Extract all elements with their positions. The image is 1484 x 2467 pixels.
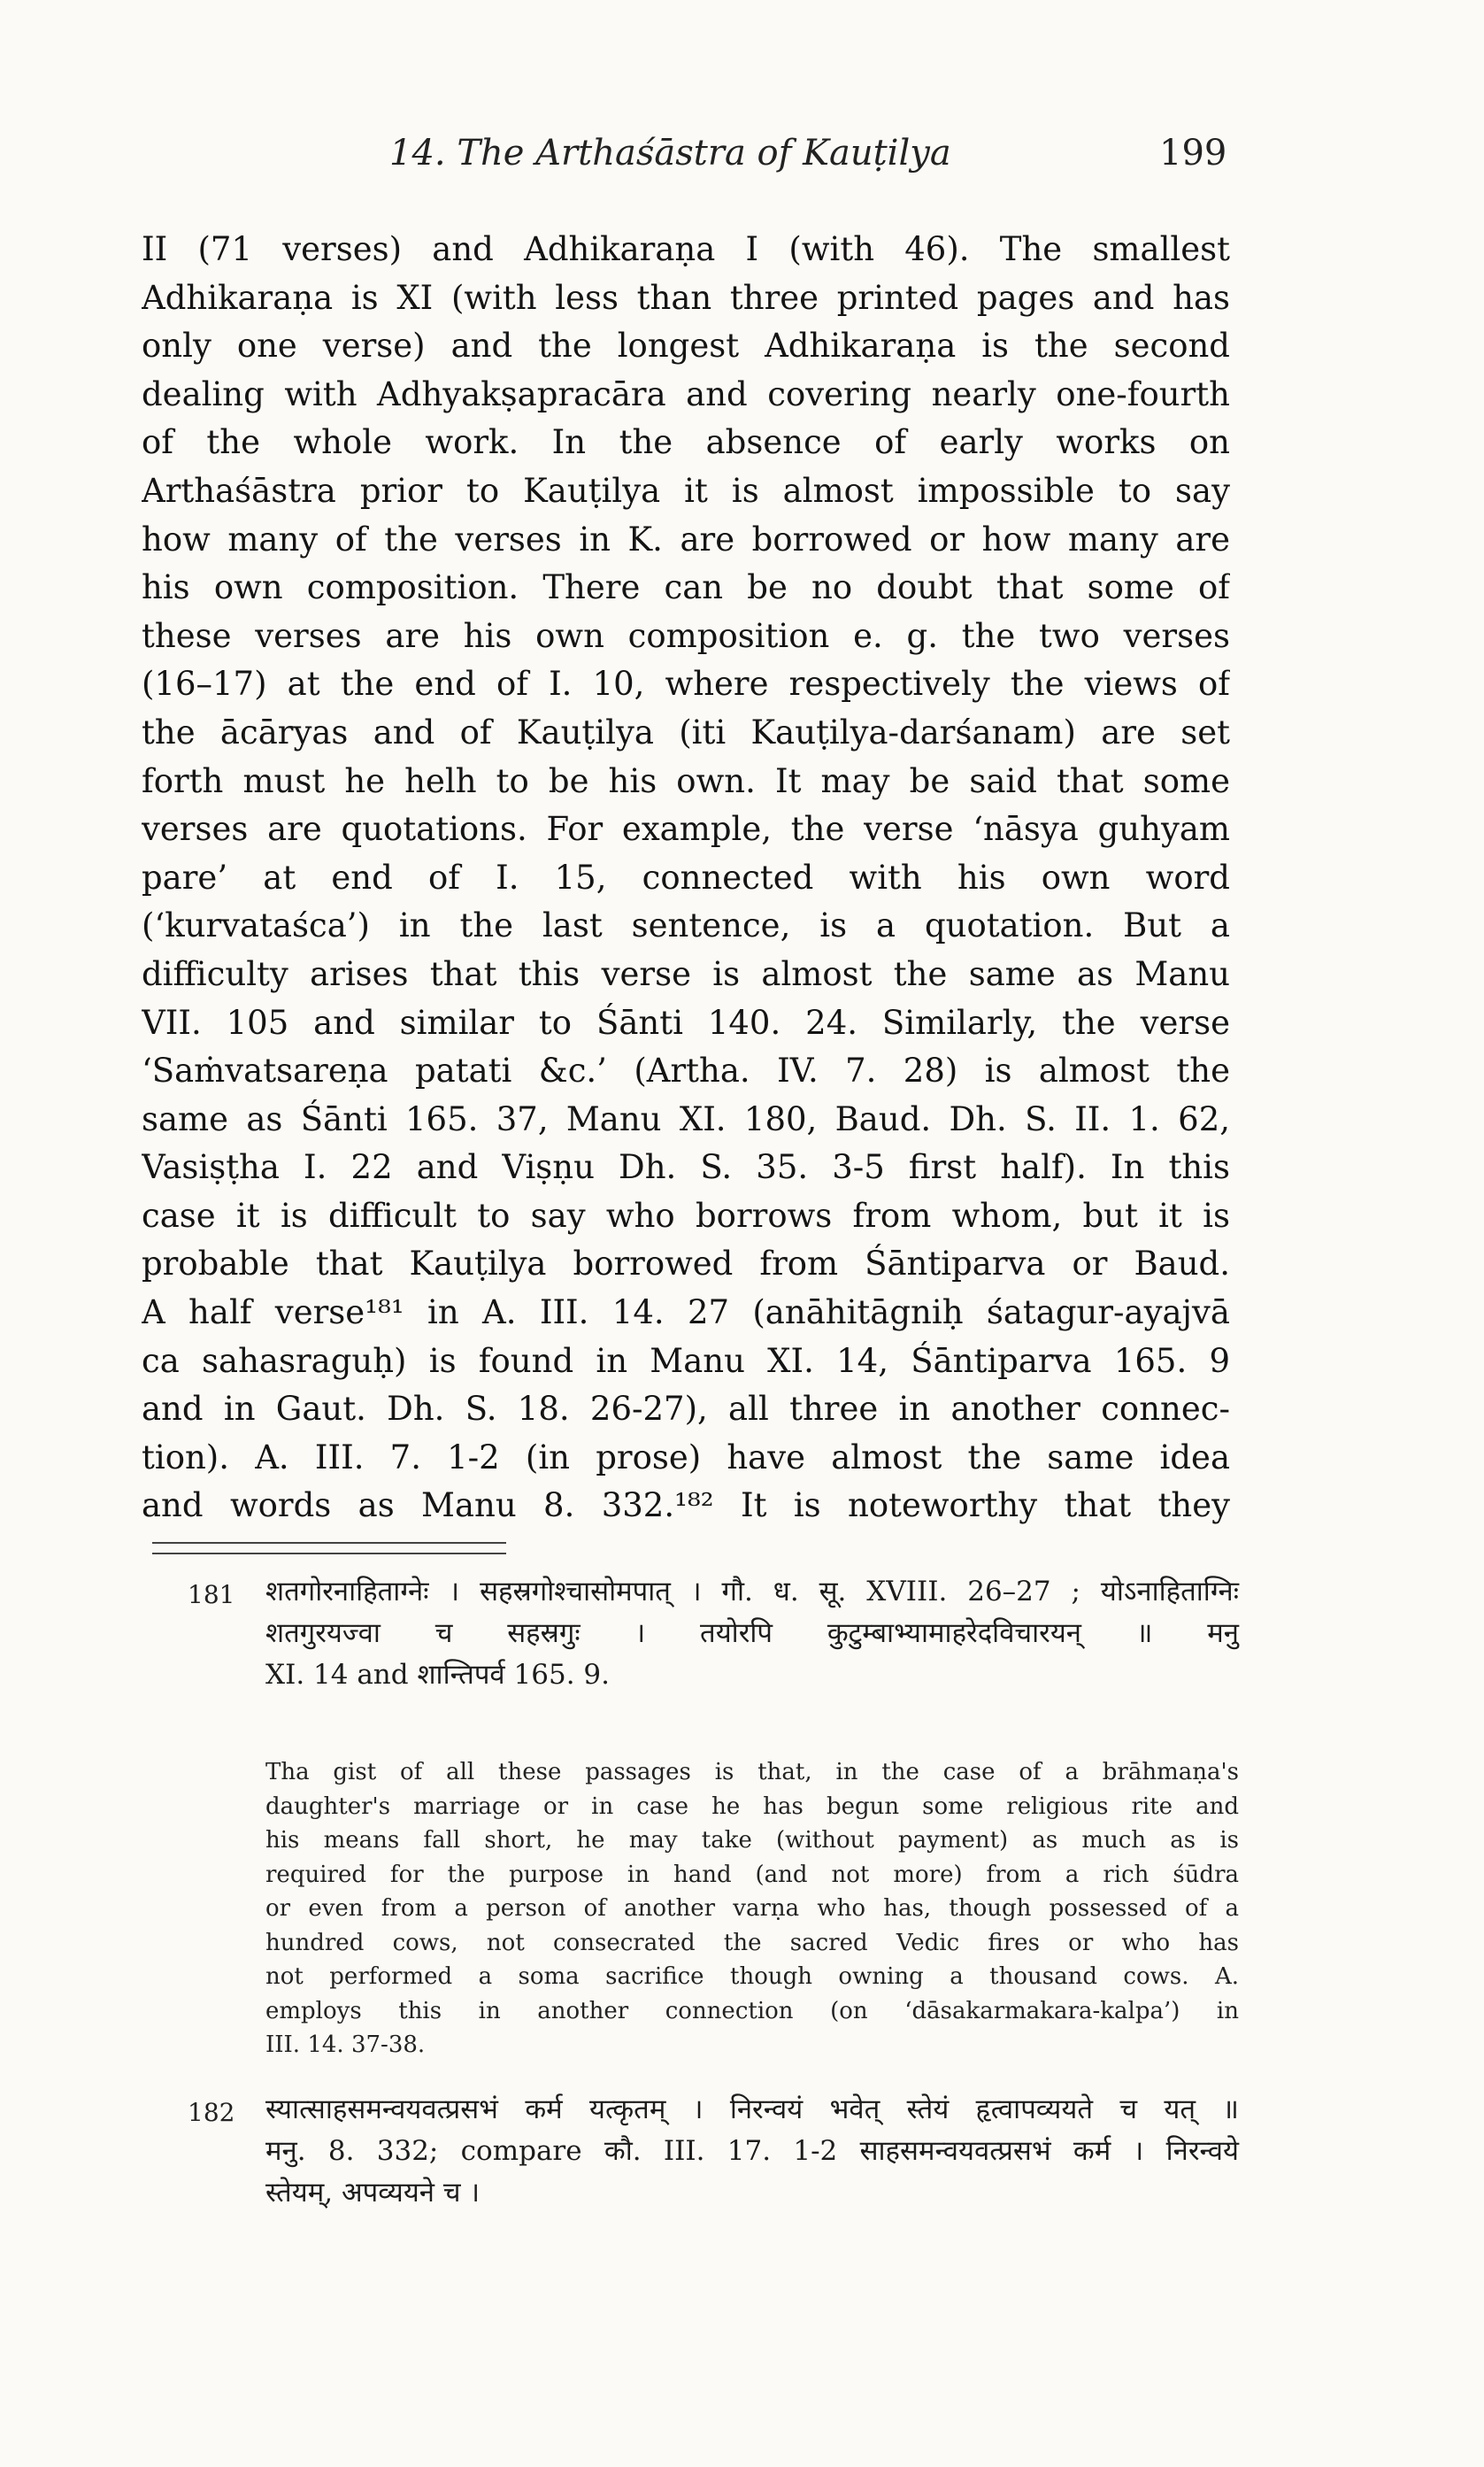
body-line: dealing with Adhyakṣapracāra and covering nearly one-fourth: [142, 374, 1230, 413]
body-line: and words as Manu 8. 332.¹⁸² It is noteworthy that they: [142, 1486, 1230, 1525]
body-line: Arthaśāstra prior to Kauṭilya it is almost impossible to say: [142, 471, 1230, 510]
footnote-line: स्यात्साहसमन्वयवत्प्रसभं कर्म यत्कृतम् । निरन्वयं भवेत् स्तेयं हृत्वापव्ययते च यत् ॥: [265, 2093, 1239, 2125]
body-line: A half verse¹⁸¹ in A. III. 14. 27 (anāhitāgniḥ śatagur-ayajvā: [142, 1293, 1230, 1332]
body-line: how many of the verses in K. are borrowed or how many are: [142, 520, 1230, 559]
body-line: these verses are his own composition e. g. the two verses: [142, 616, 1230, 655]
footnote-divider: [152, 1542, 506, 1554]
body-line: the ācāryas and of Kauṭilya (iti Kauṭilya-darśanam) are set: [142, 713, 1230, 752]
body-line: and in Gaut. Dh. S. 18. 26-27), all three in another connec-: [142, 1390, 1230, 1429]
footnote-number: 181: [188, 1580, 235, 1609]
running-title: 14. The Arthaśāstra of Kauṭilya: [389, 133, 951, 173]
footnote-line: मनु. 8. 332; compare कौ. III. 17. 1-2 साहसमन्वयवत्प्रसभं कर्म । निरन्वये: [265, 2135, 1239, 2167]
body-line: VII. 105 and similar to Śānti 140. 24. Similarly, the verse: [142, 1003, 1230, 1042]
body-line: case it is difficult to say who borrows from whom, but it is: [142, 1196, 1230, 1235]
body-line: Adhikaraṇa is XI (with less than three printed pages and has: [142, 278, 1230, 317]
page-number: 199: [1159, 133, 1227, 173]
body-line: Vasiṣṭha I. 22 and Viṣṇu Dh. S. 35. 3-5 first half). In this: [142, 1148, 1230, 1187]
body-line: only one verse) and the longest Adhikaraṇa is the second: [142, 327, 1230, 366]
footnote-note-line: daughter's marriage or in case he has begun some religious rite and: [265, 1792, 1239, 1820]
footnote-line: स्तेयम्, अपव्ययने च ।: [265, 2177, 481, 2209]
footnote-note-line: not performed a soma sacrifice though owning a thousand cows. A.: [265, 1963, 1239, 1990]
footnote-note-line: Tha gist of all these passages is that, in the case of a brāhmaṇa's: [265, 1759, 1239, 1785]
footnote-text: [265, 2089, 1239, 2214]
footnote-note-line: required for the purpose in hand (and not more) from a rich śūdra: [265, 1861, 1239, 1888]
page-header: [0, 133, 1484, 186]
body-line: forth must he helh to be his own. It may be said that some: [142, 761, 1230, 800]
footnote-note-line: employs this in another connection (on ‘dāsakarmakara-kalpa’) in: [265, 1997, 1239, 2024]
body-text: [142, 226, 1230, 1530]
body-line: tion). A. III. 7. 1-2 (in prose) have almost the same idea: [142, 1438, 1230, 1476]
body-line: II (71 verses) and Adhikaraṇa I (with 46). The smallest: [142, 230, 1230, 268]
footnote-note-line: III. 14. 37-38.: [265, 2031, 426, 2058]
footnote-note: [265, 1755, 1239, 2062]
body-line: same as Śānti 165. 37, Manu XI. 180, Baud. Dh. S. II. 1. 62,: [142, 1099, 1230, 1138]
body-line: difficulty arises that this verse is almost the same as Manu: [142, 954, 1230, 993]
body-line: (‘kurvataśca’) in the last sentence, is a quotation. But a: [142, 906, 1230, 945]
body-line: his own composition. There can be no doubt that some of: [142, 568, 1230, 607]
body-line: verses are quotations. For example, the verse ‘nāsya guhyam: [142, 810, 1230, 849]
body-line: of the whole work. In the absence of early works on: [142, 423, 1230, 462]
footnote-line: शतगुरयज्वा च सहस्रगुः । तयोरपि कुटुम्बाभ्यामाहरेदविचारयन् ॥ मनु: [265, 1617, 1239, 1649]
body-line: ‘Saṁvatsareṇa patati &c.’ (Artha. IV. 7. 28) is almost the: [142, 1052, 1230, 1091]
body-line: probable that Kauṭilya borrowed from Śāntiparva or Baud.: [142, 1245, 1230, 1284]
body-line: (16–17) at the end of I. 10, where respectively the views of: [142, 665, 1230, 704]
body-line: ca sahasraguḥ) is found in Manu XI. 14, Śāntiparva 165. 9: [142, 1341, 1230, 1380]
footnote-number: 182: [188, 2098, 235, 2127]
body-line: pare’ at end of I. 15, connected with his own word: [142, 858, 1230, 897]
footnote-line: शतगोरनाहिताग्नेः । सहस्रगोश्चासोमपात् । गौ. ध. सू. XVIII. 26–27 ; योऽनाहिताग्निः: [265, 1576, 1239, 1607]
footnote-note-line: hundred cows, not consecrated the sacred Vedic fires or who has: [265, 1929, 1239, 1956]
footnote-note-line: or even from a person of another varṇa who has, though possessed of a: [265, 1895, 1239, 1922]
footnote-note-line: his means fall short, he may take (without payment) as much as is: [265, 1827, 1239, 1854]
footnote-text: [265, 1571, 1239, 1696]
footnote-line: XI. 14 and शान्तिपर्व 165. 9.: [265, 1659, 610, 1691]
